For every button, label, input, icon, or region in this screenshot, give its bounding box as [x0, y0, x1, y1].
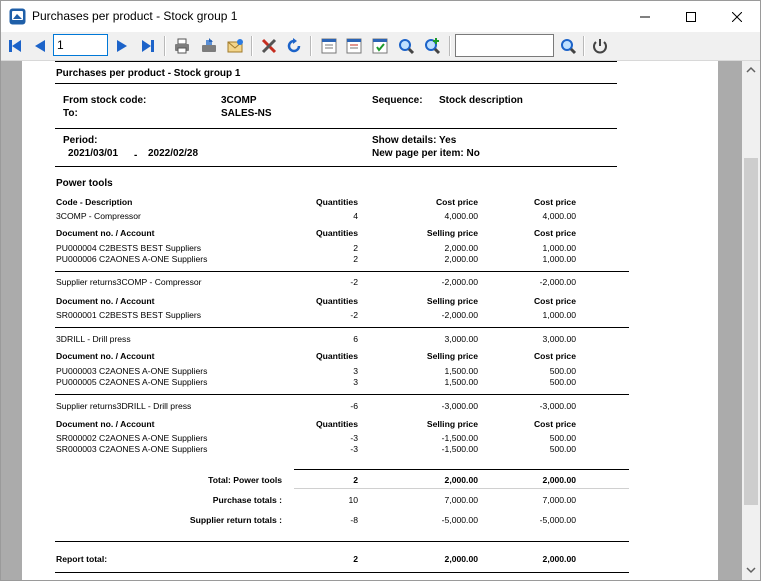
period-from: 2021/03/01 [68, 148, 119, 159]
toolbar-separator [310, 36, 312, 56]
search-input[interactable] [455, 34, 554, 57]
report-viewer [1, 61, 742, 580]
column-header-cost-price: Cost price [533, 296, 576, 306]
total-quantity: 2 [353, 475, 358, 485]
supplier-return-totals-quantity: -8 [350, 515, 358, 525]
column-header-document: Document no. / Account [56, 351, 155, 361]
maximize-icon [686, 12, 696, 22]
supplier-return-totals-selling-price: -5,000.00 [441, 515, 478, 525]
maximize-button[interactable] [668, 1, 714, 32]
column-header-quantities: Quantities [315, 228, 358, 238]
last-page-button[interactable] [137, 35, 159, 57]
export-button[interactable] [198, 35, 220, 57]
item-line: 3DRILL - Drill press [56, 334, 131, 344]
document-quantity: -2 [350, 310, 358, 320]
print-button[interactable] [171, 35, 193, 57]
document-selling-price: -1,500.00 [441, 433, 478, 443]
document-cost-price: 500.00 [549, 366, 576, 376]
item-line: Supplier returns3COMP - Compressor [56, 277, 202, 287]
report-page [22, 61, 718, 580]
column-header-selling-price: Selling price [426, 419, 478, 429]
document-quantity: -3 [350, 433, 358, 443]
document-selling-price: -1,500.00 [441, 444, 478, 454]
report-title: Purchases per product - Stock group 1 [56, 68, 241, 79]
first-page-button[interactable] [4, 35, 26, 57]
to-value: SALES-NS [221, 108, 272, 119]
item-cost: 4,000.00 [444, 211, 478, 221]
refresh-icon [285, 37, 303, 55]
scrollbar-thumb[interactable] [744, 158, 758, 505]
report-total-selling-price: 2,000.00 [444, 554, 478, 564]
divider [55, 83, 617, 84]
document-line: SR000002 C2AONES A-ONE Suppliers [56, 433, 208, 443]
power-icon [591, 37, 609, 55]
minimize-icon [640, 12, 650, 22]
report-columns-icon [345, 37, 363, 55]
period-to: 2022/02/28 [148, 148, 199, 159]
document-selling-price: -2,000.00 [441, 310, 478, 320]
divider [55, 327, 629, 328]
close-button[interactable] [714, 1, 760, 32]
column-header-cost-price: Cost price [435, 197, 478, 207]
item-line: Supplier returns3DRILL - Drill press [56, 401, 192, 411]
verify-button[interactable] [369, 35, 391, 57]
title-bar [1, 1, 760, 32]
item-quantity: 4 [353, 211, 358, 221]
column-header-quantities: Quantities [315, 419, 358, 429]
column-header-document: Document no. / Account [56, 419, 155, 429]
document-cost-price: 1,000.00 [542, 254, 576, 264]
sequence-label: Sequence: [372, 95, 423, 106]
divider [294, 469, 629, 470]
page-setup-button[interactable] [318, 35, 340, 57]
item-cost: -2,000.00 [539, 277, 576, 287]
document-line: PU000005 C2AONES A-ONE Suppliers [56, 377, 208, 387]
column-header-selling-price: Selling price [426, 296, 478, 306]
zoom-button[interactable] [395, 35, 417, 57]
column-header-document: Document no. / Account [56, 296, 155, 306]
divider [294, 488, 629, 489]
supplier-return-totals-label: Supplier return totals : [189, 515, 282, 525]
new-page-per-item: New page per item: No [372, 148, 480, 159]
divider [55, 394, 629, 395]
sequence-value: Stock description [439, 95, 523, 106]
show-details: Show details: Yes [372, 135, 457, 146]
toolbar-separator [583, 36, 585, 56]
tools-button[interactable] [258, 35, 280, 57]
document-selling-price: 2,000.00 [444, 243, 478, 253]
document-quantity: 3 [353, 366, 358, 376]
document-selling-price: 1,500.00 [444, 377, 478, 387]
purchase-totals-quantity: 10 [348, 495, 358, 505]
document-cost-price: 500.00 [549, 433, 576, 443]
item-cost: 4,000.00 [542, 211, 576, 221]
report-total-label: Report total: [56, 554, 108, 564]
minimize-button[interactable] [622, 1, 668, 32]
item-cost: -3,000.00 [539, 401, 576, 411]
tools-icon [260, 37, 278, 55]
toolbar-separator [164, 36, 166, 56]
toolbar-separator [251, 36, 253, 56]
scroll-up-icon[interactable] [746, 66, 756, 74]
exit-button[interactable] [589, 35, 611, 57]
toolbar [1, 32, 760, 61]
first-page-icon [7, 38, 23, 54]
report-total-cost-price: 2,000.00 [542, 554, 576, 564]
window-title: Purchases per product - Stock group 1 [32, 9, 238, 23]
document-line: SR000001 C2BESTS BEST Suppliers [56, 310, 202, 320]
document-quantity: -3 [350, 444, 358, 454]
item-cost: -3,000.00 [441, 401, 478, 411]
divider [55, 61, 617, 62]
group-title: Power tools [56, 178, 113, 189]
column-header-selling-price: Selling price [426, 351, 478, 361]
item-line: 3COMP - Compressor [56, 211, 141, 221]
column-header-selling-price: Selling price [426, 228, 478, 238]
column-header-quantities: Quantities [315, 197, 358, 207]
refresh-button[interactable] [283, 35, 305, 57]
period-label: Period: [63, 135, 98, 146]
report-check-icon [371, 37, 389, 55]
app-icon [9, 8, 26, 25]
zoom-in-icon [423, 37, 441, 55]
envelope-icon [226, 37, 244, 55]
item-cost: -2,000.00 [441, 277, 478, 287]
printer-icon [173, 37, 191, 55]
period-dash: - [134, 150, 138, 161]
document-line: PU000006 C2AONES A-ONE Suppliers [56, 254, 208, 264]
columns-button[interactable] [343, 35, 365, 57]
item-quantity: -2 [350, 277, 358, 287]
document-cost-price: 1,000.00 [542, 243, 576, 253]
item-quantity: -6 [350, 401, 358, 411]
item-cost: 3,000.00 [542, 334, 576, 344]
document-line: PU000004 C2BESTS BEST Suppliers [56, 243, 202, 253]
column-header-quantities: Quantities [315, 351, 358, 361]
document-quantity: 2 [353, 243, 358, 253]
purchase-totals-cost-price: 7,000.00 [542, 495, 576, 505]
column-header-document: Document no. / Account [56, 228, 155, 238]
previous-page-button[interactable] [29, 35, 51, 57]
column-header-cost-price: Cost price [533, 419, 576, 429]
purchase-totals-selling-price: 7,000.00 [444, 495, 478, 505]
column-header-cost-price: Cost price [533, 351, 576, 361]
page-layout-icon [320, 37, 338, 55]
divider [55, 572, 629, 573]
previous-page-icon [32, 38, 48, 54]
document-selling-price: 2,000.00 [444, 254, 478, 264]
document-selling-price: 1,500.00 [444, 366, 478, 376]
last-page-icon [140, 38, 156, 54]
column-header-quantities: Quantities [315, 296, 358, 306]
column-header-code: Code - Description [56, 197, 133, 207]
search-icon [559, 37, 577, 55]
divider [55, 166, 617, 167]
column-header-cost-price: Cost price [533, 228, 576, 238]
divider [55, 271, 629, 272]
divider [55, 128, 617, 129]
supplier-return-totals-cost-price: -5,000.00 [539, 515, 576, 525]
document-cost-price: 1,000.00 [542, 310, 576, 320]
document-line: PU000003 C2AONES A-ONE Suppliers [56, 366, 208, 376]
next-page-button[interactable] [111, 35, 133, 57]
purchase-totals-label: Purchase totals : [212, 495, 282, 505]
scroll-down-icon[interactable] [746, 566, 756, 574]
page-number-input[interactable] [53, 34, 108, 56]
report-total-quantity: 2 [353, 554, 358, 564]
to-label: To: [63, 108, 78, 119]
vertical-scrollbar[interactable] [742, 61, 760, 580]
document-cost-price: 500.00 [549, 377, 576, 387]
close-icon [732, 12, 742, 22]
toolbar-separator [449, 36, 451, 56]
document-quantity: 2 [353, 254, 358, 264]
total-cost-price: 2,000.00 [542, 475, 576, 485]
document-cost-price: 500.00 [549, 444, 576, 454]
document-line: SR000003 C2AONES A-ONE Suppliers [56, 444, 208, 454]
document-quantity: 3 [353, 377, 358, 387]
total-selling-price: 2,000.00 [444, 475, 478, 485]
total-label: Total: Power tools [208, 475, 282, 485]
item-quantity: 6 [353, 334, 358, 344]
item-cost: 3,000.00 [444, 334, 478, 344]
next-page-icon [114, 38, 130, 54]
export-icon [200, 37, 218, 55]
from-label: From stock code: [63, 95, 147, 106]
zoom-icon [397, 37, 415, 55]
search-button[interactable] [557, 35, 579, 57]
email-button[interactable] [224, 35, 246, 57]
divider [55, 541, 629, 542]
zoom-in-button[interactable] [421, 35, 443, 57]
column-header-cost-price: Cost price [533, 197, 576, 207]
from-value: 3COMP [221, 95, 257, 106]
